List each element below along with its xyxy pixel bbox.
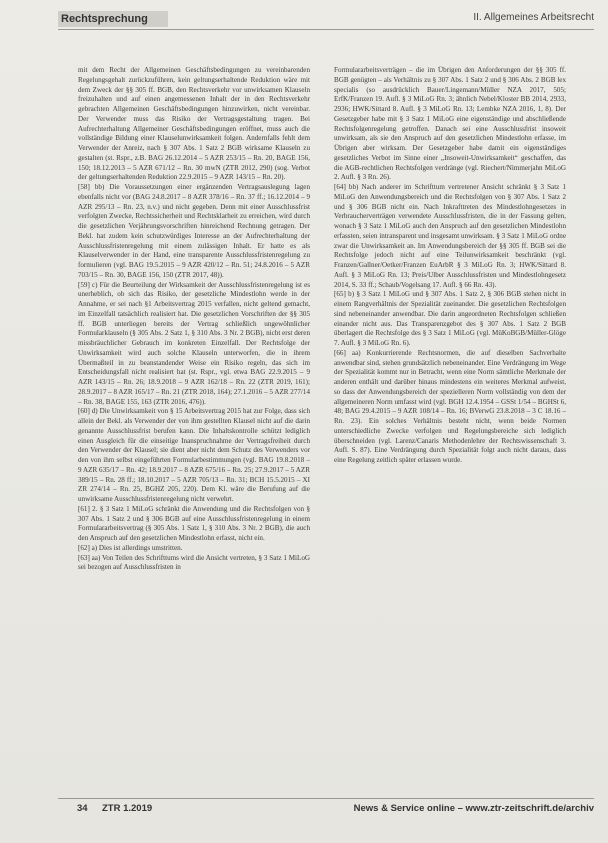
right-column bbox=[334, 66, 566, 806]
paragraph: [65] b) § 3 Satz 1 MiLoG und § 307 Abs. 1 Satz 2, § 306 BGB stehen nicht in einem Rangverhältnis der Spezialität zueinander. Die gesetzlichen Rechtsfolgen sind nebeneinander anwendbar. Die darin angeordneten Rechtsfolgen schließen einander nicht aus. Das Transparenzgebot des § 307 Abs. 1 Satz 2 BGB überlagert die Rechtsfolge des § 3 Satz 1 MiLoG (vgl. MüKoBGB/Müller-Glöge 7. Aufl. § 3 MiLoG Rn. 6). bbox=[334, 290, 566, 347]
page-header bbox=[58, 9, 594, 30]
page-number: 34 bbox=[77, 803, 88, 814]
paragraph: [64] bb) Nach anderer im Schrifttum vertretener Ansicht schränkt § 3 Satz 1 MiLoG den Anwendungsbereich und die Rechtsfolgen von § 307 Abs. 1 Satz 2 und § 306 BGB nicht ein. Nach Inkrafttreten des Mindestlohngesetzes in Verbraucherverträgen verwendete Ausschlussfristen, die in der Fassung gelten, wonach § 3 Satz 1 MiLoG auch den Anspruch auf den gesetzlichen Mindestlohn erfassten, seien intransparent und insgesamt unwirksam. § 3 Satz 1 MiLoG ordne zwar die Unwirksamkeit an. Im Anwendungsbereich der §§ 305 ff. BGB sei die Rechtsfolge jedoch nicht auf eine Teilunwirksamkeit beschränkt (vgl. Franzen/Gallner/Oetker/Franzen EuArbR § 3 MiLoG Rn. 3; HWK/Sittard 8. Aufl. § 3 MiLoG Rn. 13; Preis/Ulber Ausschlussfristen und Mindestlohngesetz 2014, S. 33 ff.; Schaub/Vogelsang 17. Aufl. § 66 Rn. 43). bbox=[334, 183, 566, 289]
paragraph: [66] aa) Konkurrierende Rechtsnormen, die auf dieselben Sachverhalte anwendbar sind, stehen grundsätzlich nebeneinander. Eine Verdrängung im Wege der Spezialität kommt nur in Betracht, wenn eine Norm sämtliche Merkmale der anderen enthält und darüber hinaus mindestens ein weiteres Merkmal aufweist, so dass der Anwendungsbereich der spezielleren Norm vollständig von dem der allgemeineren Norm umfasst wird (vgl. BGH 12.4.1954 – GSSt 1/54 – BGHSt 6, 48; BAG 29.4.2015 – 9 AZR 108/14 – Rn. 16; BVerwG 23.8.2018 – 3 C 18.16 – Rn. 23). Ein solches Verhältnis besteht nicht, wenn beide Normen unterschiedliche Zwecke verfolgen und Regelungsbereiche sich lediglich überschneiden (vgl. Larenz/Canaris Methodenlehre der Rechtswissenschaft 3. Aufl. S. 87). Eine Verdrängung durch Spezialität folgt auch nicht daraus, dass eine Regelung zeitlich später erlassen wurde. bbox=[334, 348, 566, 464]
paragraph: [59] c) Für die Beurteilung der Wirksamkeit der Ausschlussfristenregelung ist es unerheblich, ob sich das Risiko, der gesetzliche Mindestlohn werde in der Annahme, er sei nach §1 Arbeitsvertrag 2015 verfallen, nicht geltend gemacht, im Einzelfall tatsächlich realisiert hat. Die gesetzlichen Vorschriften der §§ 305 ff. BGB unterliegen bereits der Vertrag schließlich ungewöhnlicher Formularklauseln (§ 305 Abs. 2 Satz 1, § 310 Abs. 3 Nr. 2 BGB), nicht erst deren missbräuchlicher Gebrauch im konkreten Einzelfall. Der Rechtsfolge der Unwirksamkeit wird auch solche Klauseln unterworfen, die in ihrem Übermaßteil in zu beanstandender Weise ein Risiko regeln, das sich im Entscheidungsfall nicht realisiert hat (st. Rspr., vgl. etwa BAG 22.9.2015 – 9 AZR 143/15 – Rn. 26; 18.9.2018 – 9 AZR 162/18 – Rn. 22 (ZTR 2019, 161); 28.9.2017 – 8 AZR 165/17 – Rn. 21 (ZTR 2018, 164); 27.1.2016 – 5 AZR 277/14 – Rn. 38, BAGE 155, 163 (ZTR 2016, 476)). bbox=[78, 280, 310, 406]
paragraph: mit dem Recht der Allgemeinen Geschäftsbedingungen zu vereinbarenden Regelungsgehalt zurückzuführen, kein geltungserhaltende Reduktion wäre mit dem Zweck der §§ 305 ff. BGB, den Rechtsverkehr vor unwirksamen Klauseln freizuhalten und auf einen angemessenen Inhalt der in den Rechtsverkehr gebrachten Allgemeinen Geschäftsbedingungen hinzuwirken, nicht vereinbar. Der Verwender muss das Risiko der Vertragsgestaltung tragen. Bei Aufrechterhaltung Allgemeiner Geschäftsbedingungen eröffnet, muss auch die vollständige Bildung einer Klauselunwirksamkeit folgen. Andernfalls fehlt dem Verwender der Anreiz, nach § 307 Abs. 1 Satz 2 BGB wirksame Klauseln zu gestalten (st. Rspr., z.B. BAG 26.12.2014 – 5 AZR 253/15 – Rn. 20, BAGE 156, 150; 18.12.2013 – 5 AZR 671/12 – Rn. 30 mwN (ZTR 2012, 290) (sog. Verbot der geltungserhaltenden Reduktion 22.9.2015 – 9 AZR 143/15 – Rn. 20). bbox=[78, 66, 310, 182]
paragraph: [61] 2. § 3 Satz 1 MiLoG schränkt die Anwendung und die Rechtsfolgen von § 307 Abs. 1 Satz 2 und § 306 BGB auf eine Ausschlussfristenregelung in einem Formulararbeitsvertrag (§ 305 Abs. 1 Satz 1, § 310 Abs. 3 Nr. 2 BGB), die auch den Anspruch auf den gesetzlichen Mindestlohn erfasst, nicht ein. bbox=[78, 504, 310, 542]
section-title: Rechtsprechung bbox=[58, 11, 168, 27]
left-column bbox=[78, 66, 310, 806]
news-link[interactable]: News & Service online – www.ztr-zeitschrift.de/archiv bbox=[353, 803, 594, 814]
paragraph: Formulararbeitsverträgen – die im Übrigen den Anforderungen der §§ 305 ff. BGB genügten – als Verhältnis zu § 307 Abs. 1 Satz 2 und § 306 Abs. 2 BGB lex specialis (so ausdrücklich Bauer/Lingemann/Müller NZA 2017, 505; ErfK/Franzen 19. Aufl. § 3 MiLoG Rn. 3; ähnlich Nebel/Kloster BB 2014, 2933, 2936; HWK/Sittard 8. Aufl. § 3 MiLoG Rn. 13; Lembke NZA 2016, 1, 8). Der Gesetzgeber habe mit § 3 Satz 1 MiLoG eine eigenständige und abschließende Rechtsfolgenregelung getroffen. Danach sei eine Ausschlussfrist insoweit unwirksam, als sie den Anspruch auf den gesetzlichen Mindestlohn erfasse, im Übrigen aber wirksam. Der Gesetzgeber habe damit ein eigenständiges gesetzliches Verbot im Sinne einer „Insoweit-Unwirksamkeit“ geschaffen, das die AGB-rechtlichen Rechtsfolgen verdränge (vgl. Riechert/Nimmerjahn MiLoG 2. Aufl. § 3 Rn. 26). bbox=[334, 66, 566, 182]
page-footer bbox=[58, 798, 594, 815]
paragraph: [60] d) Die Unwirksamkeit von § 15 Arbeitsvertrag 2015 hat zur Folge, dass sich allein der Bekl. als Verwender der von ihm gestellten Klausel nicht auf die darin genannte Ausschlussfrist berufen kann. Die Inhaltskontrolle schützt lediglich einen Ausgleich für die einseitige Inanspruchnahme der Vertragsfreiheit durch den Verwender der Klausel; sie dient aber nicht dem Schutz des Verwenders vor den von ihm selbst eingeführten Formularbestimmungen (vgl. BAG 19.8.2018 – 9 AZR 635/17 – Rn. 42; 18.9.2017 – 8 AZR 675/16 – Rn. 25; 27.9.2017 – 5 AZR 389/15 – Rn. 28 ff.; 18.10.2017 – 5 AZR 705/13 – Rn. 31; BCH 15.5.2015 – XI ZR 274/14 – Rn. 25, BGHZ 205, 220). Dem Kl. wäre die Berufung auf die unwirksame Ausschlussfristenregelung nicht verwehrt. bbox=[78, 407, 310, 503]
paragraph: [58] bb) Die Voraussetzungen einer ergänzenden Vertragsauslegung lagen ebenfalls nicht vor (BAG 24.8.2017 – 8 AZR 378/16 – Rn. 37 ff.; 16.12.2014 – 9 AZR 295/13 – Rn. 23, n.v.) und nicht gegeben. Denn mit einer Ausschlussfrist verfolgten Zwecke, Rechtssicherheit und Rechtsklarheit zu erreichen, wird durch die gesetzlichen Verjährungsvorschriften hinreichend Rechnung getragen. Der Bekl. hat zudem kein schutzwürdiges Interesse an der Aufrechterhaltung der Ausschlussfristenregelung mit einem zulässigen Inhalt. Er hatte es als Klauselverwender in der Hand, eine transparente Ausschlussfristenregelung zu formulieren (vgl. BAG 19.5.2015 – 9 AZR 420/12 – Rn. 51; 24.8.2016 – 5 AZR 703/15 – Rn. 30, BAGE 156, 150 (ZTR 2017, 48)). bbox=[78, 183, 310, 279]
paragraph: [62] a) Dies ist allerdings umstritten. bbox=[78, 543, 183, 552]
paragraph: [63] aa) Von Teilen des Schrifttums wird die Ansicht vertreten, § 3 Satz 1 MiLoG sei bezogen auf Ausschlussfristen in bbox=[78, 553, 310, 572]
section-subtitle: II. Allgemeines Arbeitsrecht bbox=[473, 12, 594, 23]
issue-label: ZTR 1.2019 bbox=[102, 803, 153, 814]
